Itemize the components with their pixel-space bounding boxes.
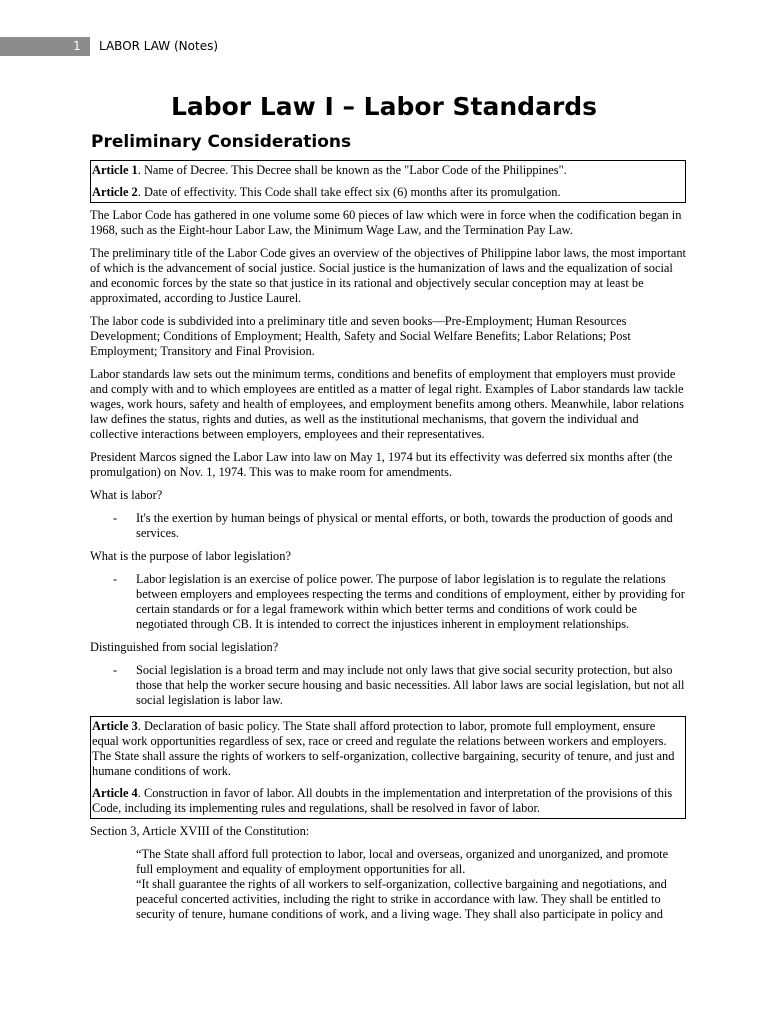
question: Distinguished from social legislation? [90, 640, 279, 654]
section-intro: Section 3, Article XVIII of the Constitution: [90, 824, 310, 838]
articles-box-1 [90, 160, 686, 203]
paragraph: The labor code is subdivided into a preliminary title and seven books—Pre-Employment; Human Resources Development; Conditions of Employment; Health, Safety and Social Welfare Benefits; Labor Relations; Post Employment; Transitory and Final Provision. [90, 314, 631, 358]
answer-text: Social legislation is a broad term and may include not only laws that give social security protection, but also those that help the worker secure housing and basic necessities. All labor laws are social legislation, but not all social legislation is labor law. [136, 663, 685, 707]
list-dash: - [113, 511, 118, 525]
article-3 [92, 719, 685, 779]
header-title: LABOR LAW (Notes) [99, 39, 219, 53]
article-text: . Name of Decree. This Decree shall be known as the "Labor Code of the Philippines". [137, 163, 567, 177]
article-label: Article 1 [92, 163, 138, 177]
paragraph: President Marcos signed the Labor Law into law on May 1, 1974 but its effectivity was deferred six months after (the promulgation) on Nov. 1, 1974. This was to make room for amendments. [90, 450, 673, 479]
list-dash: - [113, 572, 118, 586]
article-4 [92, 786, 685, 816]
constitution-quote [90, 847, 686, 922]
paragraph: Labor standards law sets out the minimum terms, conditions and benefits of employment that employers must provide and comply with and to which employees are entitled as a matter of legal right. Examples of Labor standards law tackle wages, work hours, safety and health of employees, and employment benefits among others. Meanwhile, labor relations law defines the status, rights and duties, as well as the institutional mechanisms, that govern the individual and collective interactions between employers, employees and their representatives. [90, 367, 684, 441]
quote-paragraph: “It shall guarantee the rights of all workers to self-organization, collective bargaining and negotiations, and peaceful concerted activities, including the right to strike in accordance with law. They shall be entitled to security of tenure, humane conditions of work, and a living wage. They shall also participate in policy and [136, 877, 667, 921]
article-label: Article 4 [92, 786, 138, 800]
document-body [90, 160, 686, 922]
article-label: Article 2 [92, 185, 138, 199]
answer-item [90, 572, 686, 632]
page-number: 1 [73, 39, 81, 53]
page-title: Labor Law I – Labor Standards [170, 92, 598, 121]
page-header [0, 37, 768, 56]
answer-text: It's the exertion by human beings of physical or mental efforts, or both, towards the production of goods and services. [136, 511, 673, 540]
article-text: . Date of effectivity. This Code shall take effect six (6) months after its promulgation. [137, 185, 561, 199]
list-dash: - [113, 663, 118, 677]
quote-paragraph: “The State shall afford full protection to labor, local and overseas, organized and unorganized, and promote full employment and equality of employment opportunities for all. [136, 847, 669, 876]
article-text: . Construction in favor of labor. All doubts in the implementation and interpretation of the provisions of this Code, including its implementing rules and regulations, shall be resolved in favor of labor. [92, 786, 673, 815]
articles-box-2 [90, 716, 686, 819]
article-1 [92, 163, 685, 178]
paragraph: The preliminary title of the Labor Code gives an overview of the objectives of Philippine labor laws, the most important of which is the advancement of social justice. Social justice is the humanization of laws and the equalization of social and economic forces by the state so that justice in its rational and objectively secular conception may at least be approximated, according to Justice Laurel. [90, 246, 686, 305]
article-label: Article 3 [92, 719, 138, 733]
article-2 [92, 185, 685, 200]
answer-text: Labor legislation is an exercise of police power. The purpose of labor legislation is to regulate the relations between employers and employees respecting the terms and conditions of employment, either by providing for certain standards or for a legal framework within which better terms and conditions of work could be negotiated through CB. It is intended to correct the injustices inherent in employment relationships. [136, 572, 685, 631]
section-title: Preliminary Considerations [91, 132, 352, 152]
answer-item [90, 511, 686, 541]
article-text: . Declaration of basic policy. The State shall afford protection to labor, promote full employment, ensure equal work opportunities regardless of sex, race or creed and regulate the relations between workers and employers. The State shall assure the rights of workers to self-organization, collective bargaining, security of tenure, and just and humane conditions of work. [92, 719, 675, 778]
question: What is the purpose of labor legislation? [90, 549, 291, 563]
question: What is labor? [90, 488, 163, 502]
paragraph: The Labor Code has gathered in one volume some 60 pieces of law which were in force when the codification began in 1968, such as the Eight-hour Labor Law, the Minimum Wage Law, and the Termination Pay Law. [90, 208, 682, 237]
answer-item [90, 663, 686, 708]
